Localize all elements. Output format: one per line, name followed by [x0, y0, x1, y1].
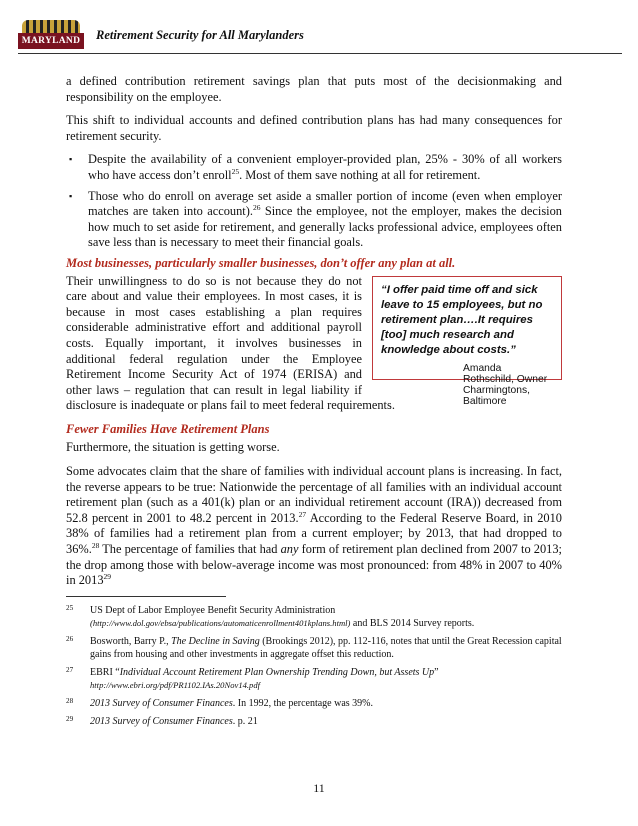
maryland-logo: [18, 20, 84, 50]
footnote-number: 25: [66, 604, 74, 612]
footnote-ref[interactable]: 25: [231, 166, 240, 176]
footnote-ref[interactable]: 29: [103, 572, 112, 582]
footnotes: [66, 604, 562, 733]
bullet-text: Those who do enroll on average set aside a smaller portion of income (even when employer matches are taken into account).: [88, 188, 562, 219]
paragraph-statistics: Some advocates claim that the share of families with individual account plans is increasing. In fact, the reverse appears to be true: Nationwide the percentage of all families with an individual account retirement plan (such as a 401(k) plan or an individual retirement account (IRA)) decreased from 52.8 percent in 2001 to 48.2 percent in 2013.27 According to the Federal Reserve Board, in 2010 38% of families had a retirement plan from a current employer; by 2013, that had dropped to 36%.$^{28}$ The percentage of families that had any form of retirement plan declined from 2007 to 2013; the drop among those with below-average income was most pronounced: from 48% in 2007 to 40% in 2013$^{29}$: [66, 464, 563, 588]
page-number: 11: [313, 781, 325, 795]
paragraph-shift: This shift to individual accounts and defined contribution plans has had many consequences for retirement security.: [66, 113, 562, 143]
paragraph-intro: a defined contribution retirement savings plan that puts most of the decisionmaking and responsibility on the employee.: [66, 74, 562, 104]
quote-text: “I offer paid time off and sick leave to 15 employees, but no retirement plan….It requires [too] much research and knowledge about costs.”: [381, 283, 543, 357]
bullet-text: Despite the availability of a convenient employer-provided plan, 25% - 30% of all workers who have access don’t enroll: [88, 152, 562, 182]
bullet-icon: ▪: [69, 154, 73, 165]
footnote-link[interactable]: (http://www.dol.gov/ebsa/publications/automaticenrollment401kplans.html): [90, 618, 351, 628]
footnote-number: 26: [66, 635, 74, 643]
footnote-number: 29: [66, 715, 74, 723]
footnote: 27 EBRI “Individual Account Retirement Plan Ownership Trending Down, but Assets Up” http://www.ebri.org/pdf/PR1102.IAs.20Nov14.pdf: [66, 666, 562, 692]
list-item: [66, 152, 562, 183]
footnote-ref[interactable]: 26: [252, 203, 261, 213]
footnote-number: 27: [66, 666, 74, 674]
main-content: [66, 74, 562, 597]
quote-author: Amanda Rothschild, Owner: [463, 362, 548, 385]
footnote: 25 US Dept of Labor Employee Benefit Security Administration (http://www.dol.gov/ebsa/publications/automaticenrollment401kplans.html) and BLS 2014 Survey reports.: [66, 604, 475, 629]
header-divider: [18, 53, 622, 54]
list-item: [66, 189, 562, 251]
bullet-text: . Most of them save nothing at all for retirement.: [239, 167, 481, 182]
footnote-ref[interactable]: 27: [298, 509, 307, 519]
bullet-text: Since the employee, not the employer, makes the decision how much to set aside for retirement, and generally lacks professional advice, employees often save less than is necessary to meet their financial goals.: [88, 204, 562, 250]
footnote-divider: [66, 596, 226, 597]
section-subheading: Fewer Families Have Retirement Plans: [66, 421, 270, 436]
quote-wrap-section: [66, 274, 562, 457]
section-heading: Most businesses, particularly smaller businesses, don’t offer any plan at all.: [66, 255, 456, 270]
emphasis-any: any: [280, 542, 299, 557]
footnote-ref[interactable]: 28: [91, 540, 100, 550]
paragraph-worse: Furthermore, the situation is getting worse.: [66, 440, 280, 455]
pull-quote-box: [372, 276, 562, 407]
flag-emblem-icon: [22, 20, 80, 34]
bullet-icon: ▪: [69, 190, 73, 201]
quote-attribution: [381, 363, 553, 407]
footnote-link[interactable]: http://www.ebri.org/pdf/PR1102.IAs.20Nov14.pdf: [90, 680, 261, 690]
footnote: 29 2013 Survey of Consumer Finances. p. 21: [66, 715, 258, 727]
page-header: [18, 16, 618, 52]
logo-banner: MARYLAND: [18, 33, 84, 49]
footnote: 28 2013 Survey of Consumer Finances. In 1992, the percentage was 39%.: [66, 697, 373, 709]
quote-company: Charmingtons, Baltimore: [463, 384, 530, 407]
header-title: Retirement Security for All Marylanders: [96, 28, 304, 42]
paragraph-unwillingness: Their unwillingness to do so is not because they do not care about and value their employees. In most cases, it is because in most cases establishing a plan requires considerable administrative effort and additional payroll costs. Equally important, it involves businesses in additional federal regulation under the Employee Retirement Income Security Act of 1974 (ERISA) and other laws – regulation that can result in legal liability if disclosure is inadequate or plans fail to meet federal requirements.: [66, 273, 395, 413]
footnote: 26 Bosworth, Barry P., The Decline in Saving (Brookings 2012), pp. 112-116, notes that until the Great Recession capital gains from housing and other investments in aggregate offset this reduction.: [66, 635, 562, 660]
footnote-number: 28: [66, 697, 74, 705]
bullet-list: [66, 152, 562, 251]
